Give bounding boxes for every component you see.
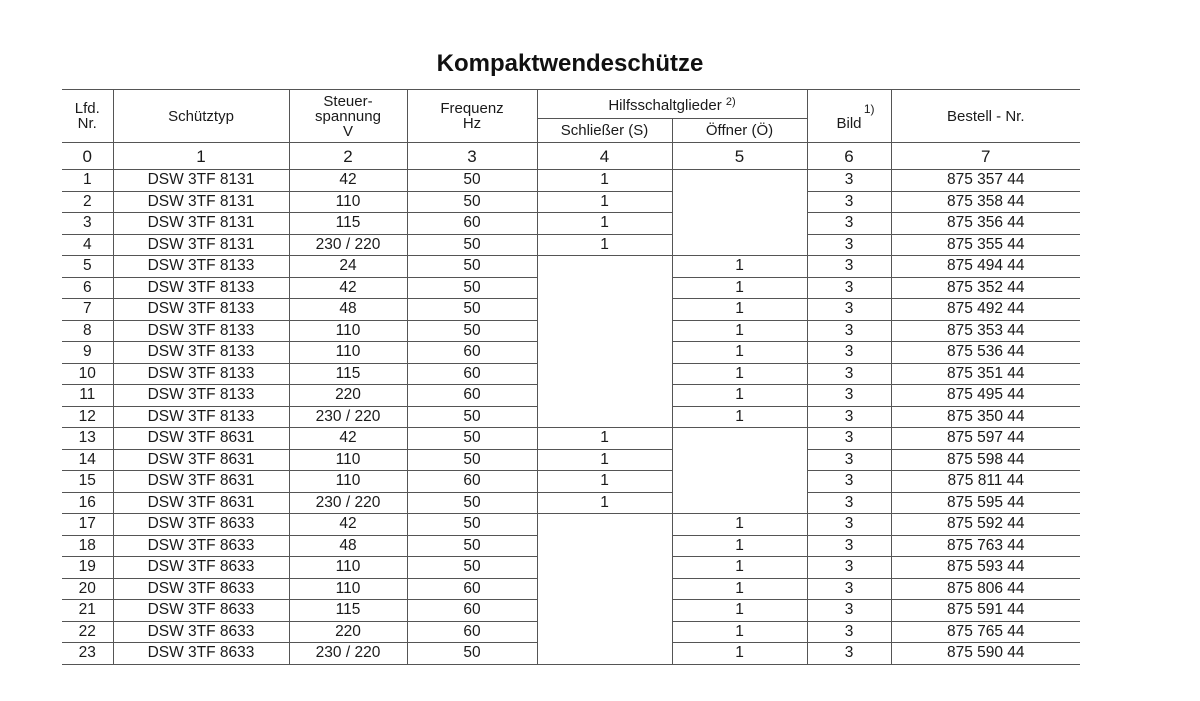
steuerspannung-cell: 115 <box>289 363 407 385</box>
schuetztyp-cell: DSW 3TF 8133 <box>113 320 289 342</box>
steuerspannung-cell: 220 <box>289 385 407 407</box>
header-lfd-line1: Lfd. <box>74 100 100 117</box>
schuetztyp-cell: DSW 3TF 8631 <box>113 428 289 450</box>
bestell-nr-cell: 875 593 44 <box>891 557 1080 579</box>
bestell-nr-cell: 875 536 44 <box>891 342 1080 364</box>
bestell-nr-cell: 875 352 44 <box>891 277 1080 299</box>
header-schliesser: Schließer (S) <box>537 119 672 143</box>
frequenz-cell: 60 <box>407 621 537 643</box>
column-number-row <box>62 143 1080 170</box>
oeffner-empty-cell <box>672 170 807 256</box>
oeffner-cell: 1 <box>672 320 807 342</box>
lfd-nr-cell: 7 <box>62 299 113 321</box>
bild-cell: 3 <box>807 299 891 321</box>
schuetztyp-cell: DSW 3TF 8633 <box>113 600 289 622</box>
bild-cell: 3 <box>807 234 891 256</box>
schliesser-cell: 1 <box>537 428 672 450</box>
oeffner-empty-cell <box>672 428 807 514</box>
oeffner-cell: 1 <box>672 535 807 557</box>
lfd-nr-cell: 23 <box>62 643 113 665</box>
frequenz-cell: 50 <box>407 191 537 213</box>
schuetztyp-cell: DSW 3TF 8131 <box>113 213 289 235</box>
frequenz-cell: 60 <box>407 471 537 493</box>
bild-cell: 3 <box>807 492 891 514</box>
column-number: 5 <box>672 143 807 170</box>
schuetztyp-cell: DSW 3TF 8133 <box>113 277 289 299</box>
steuerspannung-cell: 230 / 220 <box>289 406 407 428</box>
lfd-nr-cell: 10 <box>62 363 113 385</box>
frequenz-cell: 60 <box>407 600 537 622</box>
frequenz-cell: 50 <box>407 428 537 450</box>
bestell-nr-cell: 875 494 44 <box>891 256 1080 278</box>
frequenz-cell: 50 <box>407 299 537 321</box>
steuerspannung-cell: 115 <box>289 600 407 622</box>
table-row <box>62 428 1080 450</box>
oeffner-cell: 1 <box>672 643 807 665</box>
schuetztyp-cell: DSW 3TF 8133 <box>113 256 289 278</box>
oeffner-cell: 1 <box>672 406 807 428</box>
frequenz-cell: 50 <box>407 277 537 299</box>
bild-cell: 3 <box>807 600 891 622</box>
bild-cell: 3 <box>807 191 891 213</box>
table-row <box>62 449 1080 471</box>
steuerspannung-cell: 42 <box>289 514 407 536</box>
bild-cell: 3 <box>807 514 891 536</box>
column-number: 4 <box>537 143 672 170</box>
lfd-nr-cell: 14 <box>62 449 113 471</box>
bestell-nr-cell: 875 592 44 <box>891 514 1080 536</box>
schuetztyp-cell: DSW 3TF 8633 <box>113 643 289 665</box>
oeffner-cell: 1 <box>672 578 807 600</box>
bestell-nr-cell: 875 495 44 <box>891 385 1080 407</box>
bestell-nr-cell: 875 597 44 <box>891 428 1080 450</box>
steuerspannung-cell: 110 <box>289 557 407 579</box>
bestell-nr-cell: 875 763 44 <box>891 535 1080 557</box>
schliesser-cell: 1 <box>537 213 672 235</box>
header-steuer-line2: spannung <box>315 107 381 125</box>
page-title: Kompaktwendeschütze <box>436 50 704 77</box>
oeffner-cell: 1 <box>672 385 807 407</box>
frequenz-cell: 60 <box>407 213 537 235</box>
bestell-nr-cell: 875 492 44 <box>891 299 1080 321</box>
oeffner-cell: 1 <box>672 299 807 321</box>
steuerspannung-cell: 110 <box>289 342 407 364</box>
contactor-table <box>62 89 1080 665</box>
lfd-nr-cell: 2 <box>62 191 113 213</box>
steuerspannung-cell: 110 <box>289 191 407 213</box>
schuetztyp-cell: DSW 3TF 8133 <box>113 406 289 428</box>
table-row <box>62 191 1080 213</box>
oeffner-cell: 1 <box>672 363 807 385</box>
frequenz-cell: 60 <box>407 578 537 600</box>
schliesser-cell: 1 <box>537 170 672 192</box>
steuerspannung-cell: 24 <box>289 256 407 278</box>
table-body <box>62 170 1080 665</box>
header-schuetztyp: Schütztyp <box>113 90 289 143</box>
bestell-nr-cell: 875 811 44 <box>891 471 1080 493</box>
header-hilfs-label: Hilfsschaltglieder <box>608 97 722 114</box>
table-row <box>62 492 1080 514</box>
schuetztyp-cell: DSW 3TF 8633 <box>113 514 289 536</box>
lfd-nr-cell: 19 <box>62 557 113 579</box>
bestell-nr-cell: 875 356 44 <box>891 213 1080 235</box>
header-bestell-nr: Bestell - Nr. <box>891 90 1080 143</box>
oeffner-cell: 1 <box>672 256 807 278</box>
column-number: 3 <box>407 143 537 170</box>
bestell-nr-cell: 875 806 44 <box>891 578 1080 600</box>
steuerspannung-cell: 42 <box>289 170 407 192</box>
steuerspannung-cell: 42 <box>289 428 407 450</box>
bestell-nr-cell: 875 353 44 <box>891 320 1080 342</box>
frequenz-cell: 50 <box>407 643 537 665</box>
steuerspannung-cell: 220 <box>289 621 407 643</box>
header-steuer-line1: Steuer- <box>323 92 373 110</box>
lfd-nr-cell: 1 <box>62 170 113 192</box>
steuerspannung-cell: 48 <box>289 535 407 557</box>
bild-cell: 3 <box>807 342 891 364</box>
header-bild <box>807 90 891 143</box>
oeffner-cell: 1 <box>672 621 807 643</box>
footnote-ref-1: 1) <box>863 101 875 116</box>
column-number: 0 <box>62 143 113 170</box>
frequenz-cell: 50 <box>407 406 537 428</box>
schuetztyp-cell: DSW 3TF 8133 <box>113 342 289 364</box>
bild-cell: 3 <box>807 363 891 385</box>
schuetztyp-cell: DSW 3TF 8633 <box>113 578 289 600</box>
schuetztyp-cell: DSW 3TF 8133 <box>113 385 289 407</box>
column-number: 1 <box>113 143 289 170</box>
schliesser-empty-cell <box>537 256 672 428</box>
bestell-nr-cell: 875 350 44 <box>891 406 1080 428</box>
bild-cell: 3 <box>807 449 891 471</box>
lfd-nr-cell: 9 <box>62 342 113 364</box>
column-number: 6 <box>807 143 891 170</box>
frequenz-cell: 50 <box>407 514 537 536</box>
frequenz-cell: 60 <box>407 385 537 407</box>
steuerspannung-cell: 110 <box>289 449 407 471</box>
header-lfd-nr <box>62 90 113 143</box>
bestell-nr-cell: 875 590 44 <box>891 643 1080 665</box>
steuerspannung-cell: 230 / 220 <box>289 492 407 514</box>
steuerspannung-cell: 230 / 220 <box>289 234 407 256</box>
bild-cell: 3 <box>807 213 891 235</box>
frequenz-cell: 50 <box>407 492 537 514</box>
bild-cell: 3 <box>807 578 891 600</box>
lfd-nr-cell: 5 <box>62 256 113 278</box>
schuetztyp-cell: DSW 3TF 8133 <box>113 299 289 321</box>
steuerspannung-cell: 110 <box>289 471 407 493</box>
lfd-nr-cell: 11 <box>62 385 113 407</box>
lfd-nr-cell: 4 <box>62 234 113 256</box>
schuetztyp-cell: DSW 3TF 8131 <box>113 170 289 192</box>
lfd-nr-cell: 16 <box>62 492 113 514</box>
lfd-nr-cell: 13 <box>62 428 113 450</box>
bestell-nr-cell: 875 351 44 <box>891 363 1080 385</box>
header-frequenz-line1: Frequenz <box>440 100 504 117</box>
lfd-nr-cell: 15 <box>62 471 113 493</box>
header-frequenz-line2: Hz <box>462 115 482 132</box>
steuerspannung-cell: 110 <box>289 320 407 342</box>
table-row <box>62 213 1080 235</box>
frequenz-cell: 50 <box>407 449 537 471</box>
table-row <box>62 234 1080 256</box>
schliesser-cell: 1 <box>537 471 672 493</box>
bild-cell: 3 <box>807 406 891 428</box>
oeffner-cell: 1 <box>672 600 807 622</box>
header-lfd-line2: Nr. <box>77 115 97 132</box>
header-frequenz <box>407 90 537 143</box>
steuerspannung-cell: 110 <box>289 578 407 600</box>
bild-cell: 3 <box>807 557 891 579</box>
frequenz-cell: 60 <box>407 342 537 364</box>
oeffner-cell: 1 <box>672 557 807 579</box>
bestell-nr-cell: 875 358 44 <box>891 191 1080 213</box>
schliesser-cell: 1 <box>537 191 672 213</box>
footnote-ref-2: 2) <box>725 96 736 108</box>
schuetztyp-cell: DSW 3TF 8631 <box>113 471 289 493</box>
schuetztyp-cell: DSW 3TF 8131 <box>113 234 289 256</box>
oeffner-cell: 1 <box>672 514 807 536</box>
lfd-nr-cell: 8 <box>62 320 113 342</box>
schuetztyp-cell: DSW 3TF 8633 <box>113 535 289 557</box>
header-oeffner: Öffner (Ö) <box>672 119 807 143</box>
frequenz-cell: 50 <box>407 535 537 557</box>
bestell-nr-cell: 875 595 44 <box>891 492 1080 514</box>
frequenz-cell: 50 <box>407 256 537 278</box>
header-steuer-line3: V <box>342 122 353 140</box>
bestell-nr-cell: 875 765 44 <box>891 621 1080 643</box>
bild-cell: 3 <box>807 621 891 643</box>
bild-cell: 3 <box>807 385 891 407</box>
lfd-nr-cell: 18 <box>62 535 113 557</box>
bild-cell: 3 <box>807 643 891 665</box>
schuetztyp-cell: DSW 3TF 8633 <box>113 557 289 579</box>
bestell-nr-cell: 875 357 44 <box>891 170 1080 192</box>
frequenz-cell: 50 <box>407 170 537 192</box>
lfd-nr-cell: 3 <box>62 213 113 235</box>
header-steuerspannung <box>289 90 407 143</box>
bild-cell: 3 <box>807 320 891 342</box>
column-number: 2 <box>289 143 407 170</box>
schuetztyp-cell: DSW 3TF 8633 <box>113 621 289 643</box>
schuetztyp-cell: DSW 3TF 8631 <box>113 492 289 514</box>
lfd-nr-cell: 22 <box>62 621 113 643</box>
bild-cell: 3 <box>807 170 891 192</box>
schliesser-cell: 1 <box>537 449 672 471</box>
lfd-nr-cell: 6 <box>62 277 113 299</box>
lfd-nr-cell: 21 <box>62 600 113 622</box>
bestell-nr-cell: 875 355 44 <box>891 234 1080 256</box>
column-number: 7 <box>891 143 1080 170</box>
table-row <box>62 256 1080 278</box>
bild-cell: 3 <box>807 277 891 299</box>
frequenz-cell: 60 <box>407 363 537 385</box>
table-row <box>62 170 1080 192</box>
table-row <box>62 514 1080 536</box>
bild-cell: 3 <box>807 428 891 450</box>
frequenz-cell: 50 <box>407 557 537 579</box>
header-hilfsschaltglieder <box>537 90 807 119</box>
header-bild-label: Bild <box>836 114 862 132</box>
lfd-nr-cell: 12 <box>62 406 113 428</box>
bild-cell: 3 <box>807 256 891 278</box>
bild-cell: 3 <box>807 471 891 493</box>
schliesser-cell: 1 <box>537 492 672 514</box>
frequenz-cell: 50 <box>407 234 537 256</box>
schuetztyp-cell: DSW 3TF 8133 <box>113 363 289 385</box>
schuetztyp-cell: DSW 3TF 8131 <box>113 191 289 213</box>
lfd-nr-cell: 20 <box>62 578 113 600</box>
oeffner-cell: 1 <box>672 342 807 364</box>
lfd-nr-cell: 17 <box>62 514 113 536</box>
table-row <box>62 471 1080 493</box>
steuerspannung-cell: 42 <box>289 277 407 299</box>
schliesser-cell: 1 <box>537 234 672 256</box>
steuerspannung-cell: 115 <box>289 213 407 235</box>
bild-cell: 3 <box>807 535 891 557</box>
oeffner-cell: 1 <box>672 277 807 299</box>
frequenz-cell: 50 <box>407 320 537 342</box>
bestell-nr-cell: 875 591 44 <box>891 600 1080 622</box>
schuetztyp-cell: DSW 3TF 8631 <box>113 449 289 471</box>
steuerspannung-cell: 230 / 220 <box>289 643 407 665</box>
steuerspannung-cell: 48 <box>289 299 407 321</box>
bestell-nr-cell: 875 598 44 <box>891 449 1080 471</box>
schliesser-empty-cell <box>537 514 672 665</box>
